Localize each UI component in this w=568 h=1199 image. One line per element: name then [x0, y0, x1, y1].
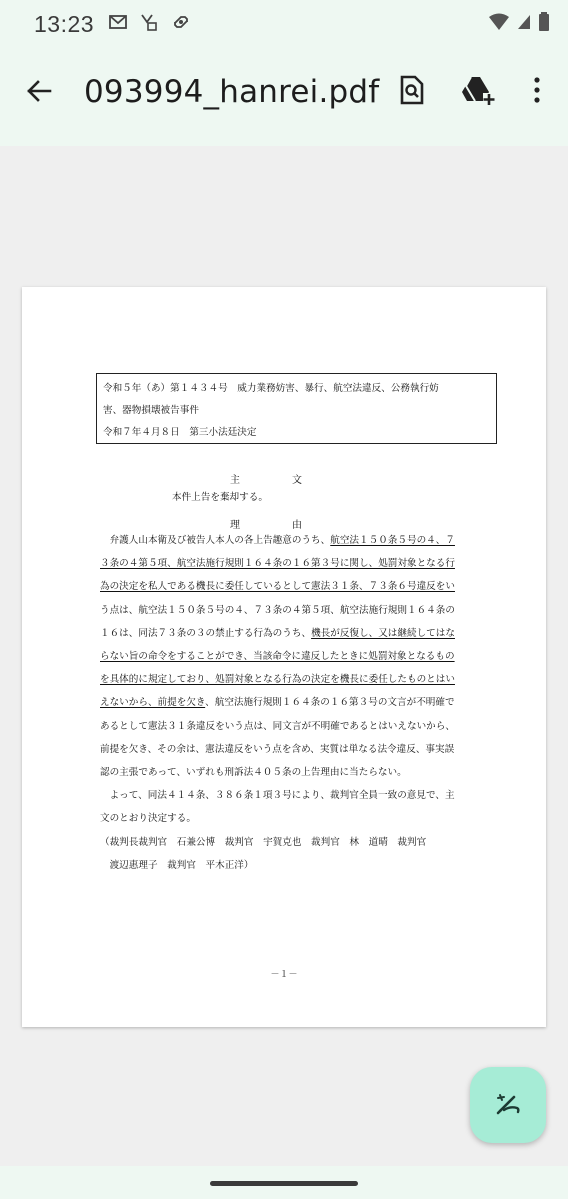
- underlined-text: ３条の４第５項、航空法施行規則１６４条の１６第３号に関し、処罰対象となる行: [100, 558, 455, 570]
- yahoo-notification-icon: [140, 12, 158, 36]
- reason-line: [100, 557, 455, 571]
- line-text: う点は、航空法１５０条５号の４、７３条の４第５項、航空法施行規則１６４条の: [100, 604, 455, 616]
- underlined-text: 機長が反復し、又は継続してはな: [311, 627, 455, 639]
- line-text: 文のとおり決定する。: [100, 813, 196, 825]
- annotate-fab[interactable]: [470, 1067, 546, 1143]
- heading-char: 理: [230, 520, 240, 531]
- line-text: 渡辺惠理子 裁判官 平木正洋）: [100, 859, 254, 871]
- reason-line: [100, 812, 196, 826]
- reason-line: [100, 696, 455, 710]
- heading-char: 由: [292, 520, 302, 531]
- underlined-text: 為の決定を私人である機長に委任しているとして憲法３１条、７３条６号違反をい: [100, 581, 455, 593]
- home-handle[interactable]: [210, 1181, 358, 1186]
- find-in-document-button[interactable]: [394, 74, 430, 110]
- pdf-page: [22, 287, 546, 1027]
- heading-char: 文: [292, 475, 302, 486]
- line-text: 弁護人山本衛及び被告人本人の各上告趣意のうち、: [100, 535, 331, 546]
- reason-line: [100, 859, 254, 873]
- gesture-nav-bar: [0, 1166, 568, 1199]
- reason-line: [100, 604, 455, 618]
- line-text: （裁判長裁判官 石兼公博 裁判官 宇賀克也 裁判官 林 道晴 裁判官: [100, 836, 427, 848]
- line-text: 認の主張であって、いずれも刑訴法４０５条の上告理由に当たらない。: [100, 767, 407, 778]
- reason-line: [100, 650, 455, 664]
- header-line: 令和５年（あ）第１４３４号 威力業務妨害、暴行、航空法違反、公務執行妨: [103, 383, 439, 394]
- reason-line: [100, 627, 455, 641]
- reason-line: [100, 720, 455, 734]
- shubun-heading: [230, 471, 302, 486]
- link-notification-icon: [170, 11, 192, 37]
- system-icons: [488, 12, 550, 36]
- pen-sparkle-icon: [493, 1088, 523, 1122]
- document-title: 093994_hanrei.pdf: [84, 74, 380, 110]
- line-text: １６は、同法７３条の３の禁止する行為のうち、: [100, 627, 312, 639]
- status-bar: [0, 0, 568, 48]
- reason-line: [100, 836, 426, 850]
- header-line: 令和７年４月８日 第三小法廷決定: [103, 427, 257, 438]
- save-to-drive-button[interactable]: [460, 74, 496, 110]
- wifi-icon: [488, 13, 510, 35]
- shubun-text: 本件上告を棄却する。: [172, 492, 268, 503]
- page-number: －１－: [270, 970, 298, 980]
- reason-line: [100, 580, 455, 594]
- document-search-icon: [399, 75, 425, 109]
- status-time: 13:23: [34, 10, 95, 37]
- notification-icons: [108, 11, 192, 37]
- more-options-button[interactable]: [519, 74, 555, 110]
- line-text: 、航空法施行規則１６４条の１６第３号の文言が不明確で: [205, 697, 455, 709]
- reason-line: [100, 534, 455, 548]
- back-button[interactable]: [22, 76, 56, 110]
- underlined-text: えないから、前提を欠き: [100, 697, 206, 709]
- pdf-viewer[interactable]: [0, 146, 568, 1166]
- reason-line: [100, 789, 455, 803]
- underlined-text: を具体的に規定しており、処罰対象となる行為の決定を機長に委任したものとはい: [100, 674, 455, 686]
- underlined-text: 航空法１５０条５号の４、７: [330, 535, 455, 546]
- signal-icon: [516, 13, 532, 35]
- line-text: あるとして憲法３１条違反をいう点は、同文言が不明確であるとはいえないから、: [100, 720, 455, 732]
- line-text: 前提を欠き、その余は、憲法違反をいう点を含め、実質は単なる法令違反、事実誤: [100, 743, 455, 755]
- mail-notification-icon: [108, 12, 128, 36]
- reason-line: [100, 743, 454, 757]
- underlined-text: らない旨の命令をすることができ、当該命令に違反したときに処罰対象となるもの: [100, 651, 455, 662]
- battery-icon: [538, 12, 550, 36]
- drive-add-icon: [461, 75, 495, 109]
- more-vert-icon: [533, 77, 541, 107]
- riyu-heading: [230, 516, 302, 531]
- arrow-back-icon: [26, 79, 52, 107]
- reason-line: [100, 673, 455, 687]
- line-text: よって、同法４１４条、３８６条１項３号により、裁判官全員一致の意見で、主: [100, 790, 455, 802]
- reason-line: [100, 766, 407, 780]
- app-bar: [0, 48, 568, 146]
- header-line: 害、器物損壊被告事件: [103, 405, 199, 416]
- heading-char: 主: [230, 475, 240, 486]
- case-header-box: [96, 373, 497, 444]
